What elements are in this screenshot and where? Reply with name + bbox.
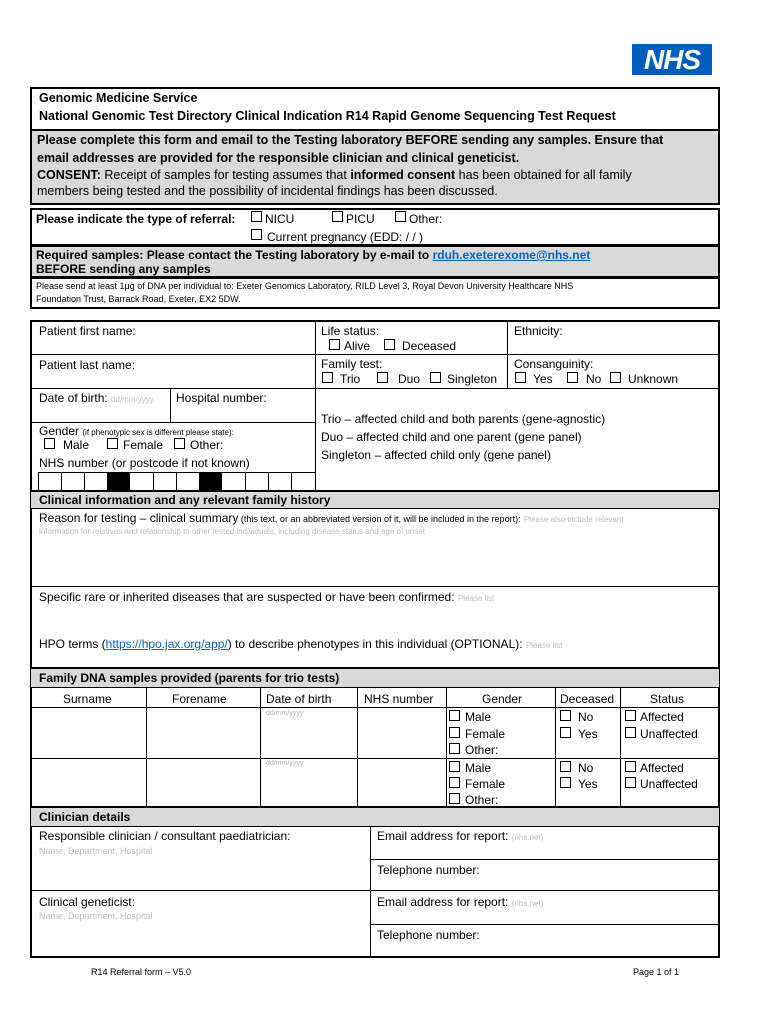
header-title: Genomic Medicine Service [39, 91, 198, 105]
gender-note: (if phenotypic sex is different please state): [82, 428, 234, 437]
consent-line2: members being tested and the possibility of incidental findings has been discussed. [37, 184, 498, 198]
instructions-line2: email addresses are provided for the responsible clinician and clinical geneticist. [37, 151, 520, 165]
patient-other-label: Other: [190, 438, 224, 452]
trio-checkbox[interactable] [322, 372, 333, 383]
row2-male-checkbox[interactable] [449, 761, 460, 772]
email-placeholder-1: (nhs.net) [511, 833, 544, 842]
row1-yes-label: Yes [578, 727, 598, 741]
responsible-clinician-placeholder: Name, Department, Hospital [39, 846, 153, 856]
row2-no-label: No [578, 761, 594, 775]
patient-female-checkbox[interactable] [107, 438, 118, 449]
consanguinity-yes-label: Yes [533, 372, 553, 386]
row2-other-checkbox[interactable] [449, 793, 460, 804]
row1-no-label: No [578, 710, 594, 724]
hpo-label-b: ) to describe phenotypes in this individual (OPTIONAL): [227, 637, 523, 651]
dob-placeholder: dd/mm/yyyy [111, 395, 154, 404]
row1-male-checkbox[interactable] [449, 710, 460, 721]
patient-first-name-label: Patient first name: [39, 324, 136, 338]
deceased-label: Deceased [402, 339, 457, 353]
row1-affected-label: Affected [640, 710, 684, 724]
row2-unaffected-checkbox[interactable] [625, 777, 636, 788]
row1-other-label: Other: [465, 743, 499, 757]
lab-address-line1: Please send at least 1μg of DNA per individual to: Exeter Genomics Laboratory, RILD Level 3, Royal Devon University Healthcare NHS [36, 281, 574, 291]
lab-email-link[interactable]: rduh.exeterexome@nhs.net [432, 248, 591, 262]
consanguinity-unknown-checkbox[interactable] [610, 372, 621, 383]
consent-bold: informed consent [350, 168, 456, 182]
ethnicity-label: Ethnicity: [514, 324, 563, 338]
picu-label: PICU [346, 212, 375, 226]
clinician-heading: Clinician details [39, 810, 131, 824]
col-deceased: Deceased [560, 692, 615, 706]
singleton-label: Singleton [447, 372, 498, 386]
life-status-label: Life status: [321, 324, 380, 338]
nicu-label: NICU [265, 212, 295, 226]
family-section [30, 668, 720, 808]
consent-label: CONSENT: [37, 168, 101, 182]
pregnancy-checkbox[interactable] [251, 229, 262, 240]
telephone-label-1: Telephone number: [377, 863, 480, 877]
family-row2-dob-placeholder: dd/mm/yyyy [266, 760, 304, 767]
row2-female-label: Female [465, 777, 506, 791]
responsible-clinician-label: Responsible clinician / consultant paediatrician: [39, 829, 291, 843]
row1-other-checkbox[interactable] [449, 743, 460, 754]
family-heading: Family DNA samples provided (parents for trio tests) [39, 671, 340, 685]
email-report-1-group [377, 829, 543, 843]
col-nhs-number: NHS number [364, 692, 434, 706]
nicu-checkbox[interactable] [251, 211, 262, 222]
dob-label: Date of birth: [39, 391, 108, 405]
row2-affected-checkbox[interactable] [625, 761, 636, 772]
gender-label-group [39, 424, 234, 438]
trio-label: Trio [340, 372, 361, 386]
email-report-2-group [377, 895, 543, 909]
trio-description: Trio – affected child and both parents (gene-agnostic) [321, 412, 606, 426]
consanguinity-unknown-label: Unknown [628, 372, 679, 386]
consanguinity-yes-checkbox[interactable] [515, 372, 526, 383]
instructions-line1: Please complete this form and email to the Testing laboratory BEFORE sending any samples. Ensure that [37, 133, 664, 147]
duo-label: Duo [398, 372, 421, 386]
pregnancy-label: Current pregnancy (EDD: / / ) [267, 230, 424, 244]
patient-last-name-label: Patient last name: [39, 358, 136, 372]
row1-no-checkbox[interactable] [560, 710, 571, 721]
row1-unaffected-label: Unaffected [640, 727, 698, 741]
picu-checkbox[interactable] [332, 211, 343, 222]
col-surname: Surname [63, 692, 112, 706]
hpo-label-group [39, 637, 562, 651]
col-status: Status [650, 692, 685, 706]
reason-note: (this text, or an abbreviated version of it, will be included in the report): [238, 514, 521, 524]
footer-version: R14 Referral form – V5.0 [91, 967, 192, 977]
col-dob: Date of birth [266, 692, 332, 706]
consent-text-b: has been obtained for all family [455, 168, 632, 182]
hpo-placeholder: Please list [525, 641, 563, 650]
patient-other-checkbox[interactable] [174, 438, 185, 449]
reason-placeholder1: Please also include relevant [523, 515, 624, 524]
row1-yes-checkbox[interactable] [560, 727, 571, 738]
family-row1-dob-placeholder: dd/mm/yyyy [266, 710, 304, 717]
clinician-heading-bar [31, 808, 719, 826]
consent-line [37, 168, 632, 182]
singleton-checkbox[interactable] [430, 372, 441, 383]
patient-female-label: Female [123, 438, 164, 452]
row1-unaffected-checkbox[interactable] [625, 727, 636, 738]
dob-label-group [39, 391, 154, 405]
row2-other-label: Other: [465, 793, 499, 807]
clinical-heading: Clinical information and any relevant family history [39, 493, 331, 507]
alive-label: Alive [344, 339, 371, 353]
row2-yes-label: Yes [578, 777, 598, 791]
email-report-label-2: Email address for report: [377, 895, 509, 909]
consent-text-a: Receipt of samples for testing assumes that [100, 168, 351, 182]
row2-male-label: Male [465, 761, 492, 775]
header-subtitle: National Genomic Test Directory Clinical Indication R14 Rapid Genome Sequencing Test Request [39, 109, 616, 123]
deceased-checkbox[interactable] [384, 339, 395, 350]
telephone-label-2: Telephone number: [377, 928, 480, 942]
hpo-link[interactable]: https://hpo.jax.org/app/ [105, 637, 228, 651]
samples-line1 [36, 248, 590, 262]
samples-line2: BEFORE sending any samples [36, 262, 211, 276]
patient-male-label: Male [63, 438, 90, 452]
suspected-label: Specific rare or inherited diseases that are suspected or have been confirmed: [39, 590, 455, 604]
family-test-label: Family test: [321, 357, 383, 371]
samples-text: Required samples: Please contact the Testing laboratory by e-mail to [36, 248, 433, 262]
nhs-number-label: NHS number (or postcode if not known) [39, 456, 250, 470]
duo-checkbox[interactable] [377, 372, 388, 383]
other-referral-checkbox[interactable] [395, 211, 406, 222]
reason-label: Reason for testing – clinical summary [39, 511, 239, 525]
patient-male-checkbox[interactable] [44, 438, 55, 449]
suspected-label-group [39, 590, 494, 604]
row2-affected-label: Affected [640, 761, 684, 775]
consanguinity-no-label: No [586, 372, 602, 386]
email-placeholder-2: (nhs.net) [511, 899, 544, 908]
consanguinity-label: Consanguinity: [514, 357, 594, 371]
gender-label: Gender [39, 424, 80, 438]
singleton-description: Singleton – affected child only (gene panel) [321, 448, 551, 462]
suspected-placeholder: Please list [457, 594, 495, 603]
reason-label-group [39, 511, 624, 525]
nhs-number-boxes[interactable] [38, 472, 316, 492]
row2-yes-checkbox[interactable] [560, 777, 571, 788]
clinical-geneticist-placeholder: Name, Department, Hospital [39, 911, 153, 921]
row1-affected-checkbox[interactable] [625, 710, 636, 721]
row2-female-checkbox[interactable] [449, 777, 460, 788]
row1-female-checkbox[interactable] [449, 727, 460, 738]
consanguinity-no-checkbox[interactable] [567, 372, 578, 383]
row1-female-label: Female [465, 727, 506, 741]
email-report-label-1: Email address for report: [377, 829, 509, 843]
row2-unaffected-label: Unaffected [640, 777, 698, 791]
alive-checkbox[interactable] [329, 339, 340, 350]
lab-address-line2: Foundation Trust, Barrack Road, Exeter, EX2 5DW. [36, 294, 241, 304]
duo-description: Duo – affected child and one parent (gene panel) [321, 430, 582, 444]
hospital-number-label: Hospital number: [176, 391, 267, 405]
other-referral-label: Other: [409, 212, 443, 226]
referral-label: Please indicate the type of referral: [36, 212, 236, 226]
col-forename: Forename [172, 692, 227, 706]
clinical-geneticist-label: Clinical geneticist: [39, 895, 136, 909]
footer-page: Page 1 of 1 [633, 967, 680, 977]
hpo-label-a: HPO terms ( [39, 637, 106, 651]
col-gender: Gender [482, 692, 523, 706]
nhs-logo: NHS [632, 44, 712, 75]
reason-placeholder2: information for relatives and relationship to other tested individuals, including disease status and age of onset [39, 527, 426, 536]
row1-male-label: Male [465, 710, 492, 724]
row2-no-checkbox[interactable] [560, 761, 571, 772]
